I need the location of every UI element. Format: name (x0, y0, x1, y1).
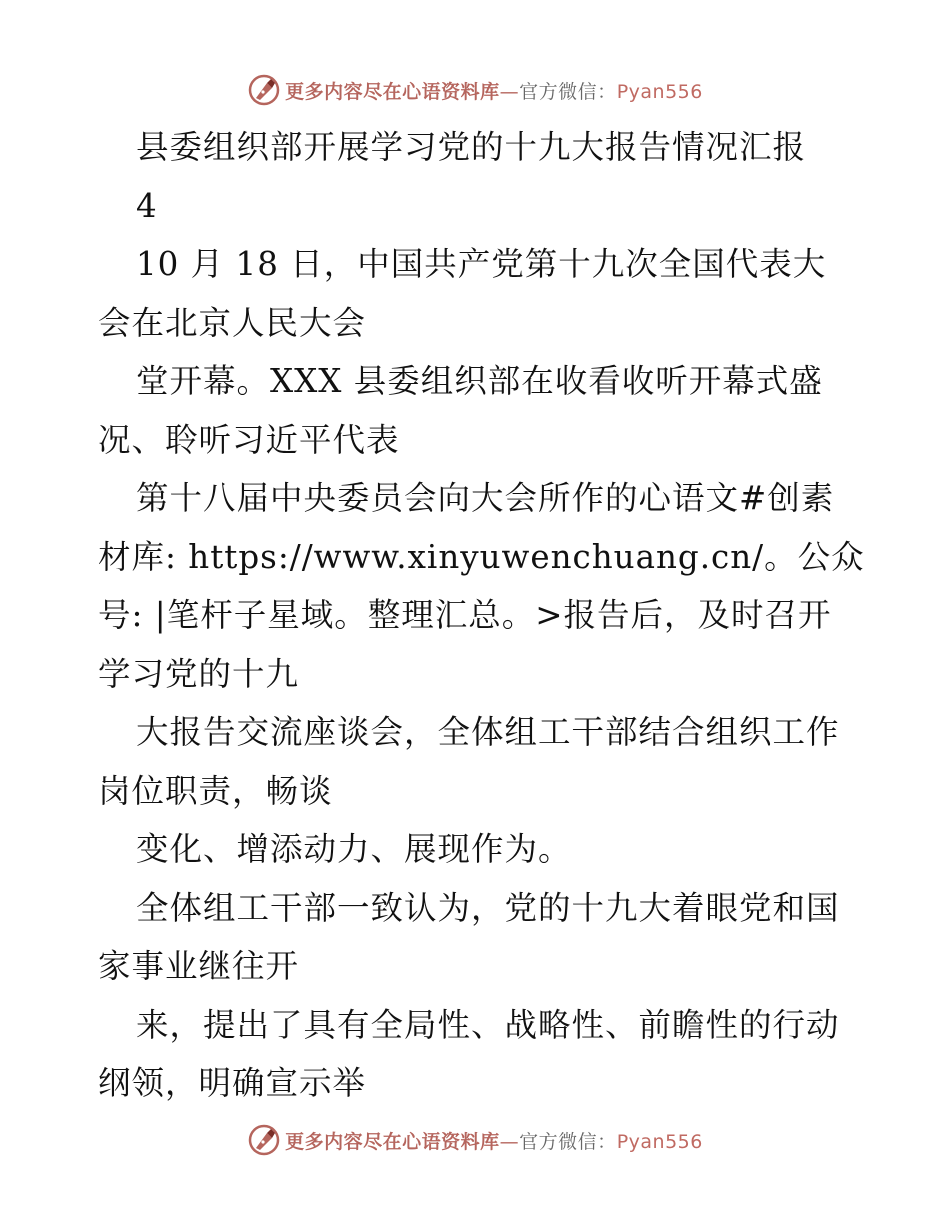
watermark-wechat-id: Pyan556 (616, 1130, 703, 1153)
watermark-official-label: 官方微信： (519, 80, 617, 103)
watermark-dash: — (499, 80, 520, 103)
text-line: 4 (136, 186, 158, 225)
watermark-wechat-id: Pyan556 (616, 80, 703, 103)
text-line: 第十八届中央委员会向大会所作的心语文#创素 (136, 479, 835, 517)
text-line: 学习党的十九 (98, 654, 300, 693)
text-line: 大报告交流座谈会，全体组工干部结合组织工作 (136, 713, 840, 751)
text-line: 岗位职责，畅谈 (98, 771, 333, 810)
text-line: 10 月 18 日，中国共产党第十九次全国代表大 (136, 245, 827, 283)
text-line: 材库: https://www.xinyuwenchuang.cn/。公众 (98, 537, 865, 576)
watermark-main-text: 更多内容尽在心语资料库 (285, 1130, 500, 1153)
document-body (98, 118, 865, 1113)
watermark-dash: — (499, 1130, 520, 1153)
text-line: 来，提出了具有全局性、战略性、前瞻性的行动 (136, 1005, 840, 1044)
text-line: 全体组工干部一致认为，党的十九大着眼党和国 (136, 888, 840, 927)
watermark-official-label: 官方微信： (519, 1130, 617, 1153)
watermark-main-text: 更多内容尽在心语资料库 (285, 80, 500, 103)
text-line: 会在北京人民大会 (98, 303, 367, 342)
text-line: 号: |笔杆子星域。整理汇总。>报告后，及时召开 (98, 596, 832, 634)
pen-nib-logo-icon (247, 73, 281, 107)
text-line: 变化、增添动力、展现作为。 (136, 830, 572, 868)
text-line: 况、聆听习近平代表 (98, 420, 400, 459)
document-title-line: 县委组织部开展学习党的十九大报告情况汇报 (136, 128, 807, 166)
text-line: 纲领，明确宣示举 (98, 1064, 367, 1102)
text-line: 家事业继往开 (98, 947, 300, 985)
pen-nib-logo-icon (247, 1123, 281, 1157)
footer-watermark (0, 1120, 950, 1160)
header-watermark (0, 70, 950, 110)
text-line: 堂开幕。XXX 县委组织部在收看收听开幕式盛 (136, 362, 823, 400)
